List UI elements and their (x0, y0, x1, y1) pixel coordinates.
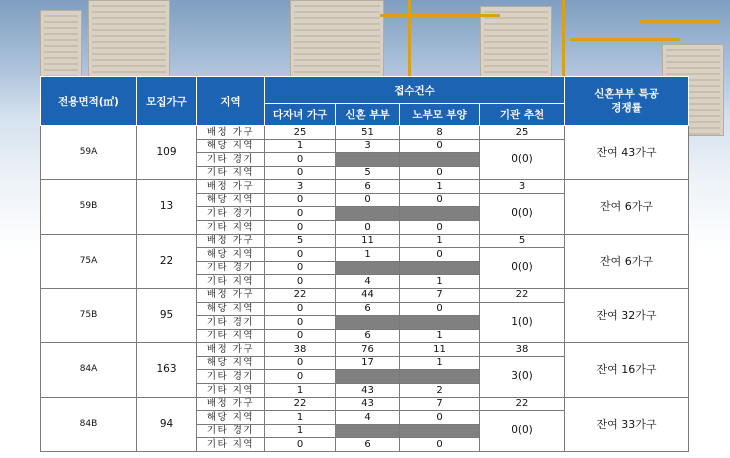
agency-alloc: 22 (480, 288, 565, 302)
newlywed-value: 5 (336, 166, 400, 180)
applications-table (40, 76, 689, 452)
agency-alloc: 25 (480, 126, 565, 140)
region-label: 기타 경기 (197, 207, 265, 221)
elderly-value: 1 (400, 275, 480, 289)
region-label: 해당 지역 (197, 248, 265, 262)
multichild-value: 0 (265, 302, 336, 316)
newlywed-value: 6 (336, 438, 400, 452)
newlywed-blank (336, 424, 400, 438)
elderly-blank (400, 316, 480, 330)
elderly-value: 1 (400, 356, 480, 370)
multichild-value: 22 (265, 288, 336, 302)
apartment-building (40, 10, 82, 78)
col-newlywed: 신혼 부부 (336, 104, 400, 126)
multichild-value: 25 (265, 126, 336, 140)
col-area: 전용면적(㎡) (41, 77, 137, 126)
newlywed-value: 3 (336, 139, 400, 153)
newlywed-value: 4 (336, 275, 400, 289)
competition-value: 잔여 43가구 (565, 126, 689, 180)
agency-alloc: 22 (480, 397, 565, 411)
crane-icon (562, 0, 565, 76)
newlywed-value: 0 (336, 193, 400, 207)
table-row (41, 234, 689, 248)
area-type: 59B (41, 180, 137, 234)
agency-alloc: 5 (480, 234, 565, 248)
table-body (41, 126, 689, 452)
col-agency: 기관 추천 (480, 104, 565, 126)
multichild-value: 0 (265, 329, 336, 343)
newlywed-value: 43 (336, 383, 400, 397)
newlywed-value: 0 (336, 221, 400, 235)
elderly-blank (400, 424, 480, 438)
area-type: 84B (41, 397, 137, 451)
supply-count: 163 (137, 343, 197, 397)
supply-count: 22 (137, 234, 197, 288)
region-label: 기타 지역 (197, 221, 265, 235)
multichild-value: 1 (265, 383, 336, 397)
newlywed-value: 17 (336, 356, 400, 370)
agency-value: 0(0) (480, 193, 565, 234)
elderly-value: 8 (400, 126, 480, 140)
multichild-value: 3 (265, 180, 336, 194)
multichild-value: 0 (265, 370, 336, 384)
region-label: 배정 가구 (197, 343, 265, 357)
elderly-value: 7 (400, 397, 480, 411)
table-row (41, 397, 689, 411)
region-label: 해당 지역 (197, 356, 265, 370)
competition-value: 잔여 6가구 (565, 180, 689, 234)
agency-value: 0(0) (480, 411, 565, 452)
multichild-value: 0 (265, 356, 336, 370)
competition-value: 잔여 16가구 (565, 343, 689, 397)
table-row (41, 126, 689, 140)
multichild-value: 38 (265, 343, 336, 357)
competition-value: 잔여 6가구 (565, 234, 689, 288)
elderly-value: 2 (400, 383, 480, 397)
multichild-value: 0 (265, 438, 336, 452)
region-label: 배정 가구 (197, 126, 265, 140)
newlywed-value: 6 (336, 329, 400, 343)
region-label: 기타 지역 (197, 166, 265, 180)
elderly-value: 0 (400, 193, 480, 207)
supply-count: 109 (137, 126, 197, 180)
newlywed-blank (336, 316, 400, 330)
elderly-value: 0 (400, 221, 480, 235)
agency-alloc: 38 (480, 343, 565, 357)
region-label: 기타 지역 (197, 383, 265, 397)
apartment-building (88, 0, 170, 78)
elderly-value: 1 (400, 329, 480, 343)
col-elderly: 노부모 부양 (400, 104, 480, 126)
region-label: 기타 지역 (197, 275, 265, 289)
region-label: 기타 지역 (197, 438, 265, 452)
multichild-value: 0 (265, 166, 336, 180)
multichild-value: 0 (265, 248, 336, 262)
agency-value: 0(0) (480, 139, 565, 180)
elderly-value: 0 (400, 248, 480, 262)
elderly-value: 1 (400, 234, 480, 248)
area-type: 84A (41, 343, 137, 397)
multichild-value: 1 (265, 424, 336, 438)
multichild-value: 22 (265, 397, 336, 411)
crane-icon (640, 20, 720, 23)
agency-value: 0(0) (480, 248, 565, 289)
newlywed-blank (336, 370, 400, 384)
newlywed-blank (336, 261, 400, 275)
col-multichild: 다자녀 가구 (265, 104, 336, 126)
multichild-value: 0 (265, 316, 336, 330)
newlywed-value: 76 (336, 343, 400, 357)
multichild-value: 0 (265, 207, 336, 221)
elderly-value: 0 (400, 166, 480, 180)
region-label: 기타 경기 (197, 153, 265, 167)
newlywed-value: 4 (336, 411, 400, 425)
elderly-blank (400, 261, 480, 275)
multichild-value: 0 (265, 221, 336, 235)
multichild-value: 0 (265, 153, 336, 167)
area-type: 59A (41, 126, 137, 180)
area-type: 75A (41, 234, 137, 288)
region-label: 배정 가구 (197, 234, 265, 248)
col-supply: 모집가구 (137, 77, 197, 126)
agency-value: 3(0) (480, 356, 565, 397)
crane-icon (570, 38, 680, 41)
elderly-blank (400, 370, 480, 384)
elderly-value: 0 (400, 411, 480, 425)
newlywed-value: 6 (336, 180, 400, 194)
crane-icon (408, 0, 411, 76)
col-region: 지역 (197, 77, 265, 126)
newlywed-value: 11 (336, 234, 400, 248)
newlywed-blank (336, 207, 400, 221)
crane-icon (380, 14, 500, 17)
area-type: 75B (41, 288, 137, 342)
multichild-value: 0 (265, 261, 336, 275)
region-label: 배정 가구 (197, 180, 265, 194)
col-applications: 접수건수 (265, 77, 565, 104)
agency-alloc: 3 (480, 180, 565, 194)
supply-count: 95 (137, 288, 197, 342)
elderly-value: 0 (400, 438, 480, 452)
multichild-value: 1 (265, 139, 336, 153)
supply-count: 13 (137, 180, 197, 234)
elderly-value: 7 (400, 288, 480, 302)
supply-count: 94 (137, 397, 197, 451)
newlywed-value: 43 (336, 397, 400, 411)
elderly-value: 0 (400, 139, 480, 153)
region-label: 배정 가구 (197, 397, 265, 411)
competition-value: 잔여 32가구 (565, 288, 689, 342)
elderly-value: 1 (400, 180, 480, 194)
competition-value: 잔여 33가구 (565, 397, 689, 451)
col-competition: 신혼부부 특공 경쟁률 (565, 77, 689, 126)
agency-value: 1(0) (480, 302, 565, 343)
region-label: 해당 지역 (197, 302, 265, 316)
elderly-blank (400, 153, 480, 167)
region-label: 해당 지역 (197, 139, 265, 153)
newlywed-value: 1 (336, 248, 400, 262)
elderly-blank (400, 207, 480, 221)
apartment-building (290, 0, 384, 78)
multichild-value: 0 (265, 275, 336, 289)
multichild-value: 1 (265, 411, 336, 425)
newlywed-value: 51 (336, 126, 400, 140)
elderly-value: 11 (400, 343, 480, 357)
elderly-value: 0 (400, 302, 480, 316)
region-label: 해당 지역 (197, 193, 265, 207)
multichild-value: 5 (265, 234, 336, 248)
region-label: 기타 경기 (197, 370, 265, 384)
newlywed-blank (336, 153, 400, 167)
region-label: 배정 가구 (197, 288, 265, 302)
table-row (41, 180, 689, 194)
newlywed-value: 44 (336, 288, 400, 302)
region-label: 기타 경기 (197, 316, 265, 330)
multichild-value: 0 (265, 193, 336, 207)
table-row (41, 288, 689, 302)
region-label: 기타 경기 (197, 424, 265, 438)
region-label: 기타 지역 (197, 329, 265, 343)
region-label: 기타 경기 (197, 261, 265, 275)
table-row (41, 343, 689, 357)
region-label: 해당 지역 (197, 411, 265, 425)
newlywed-value: 6 (336, 302, 400, 316)
